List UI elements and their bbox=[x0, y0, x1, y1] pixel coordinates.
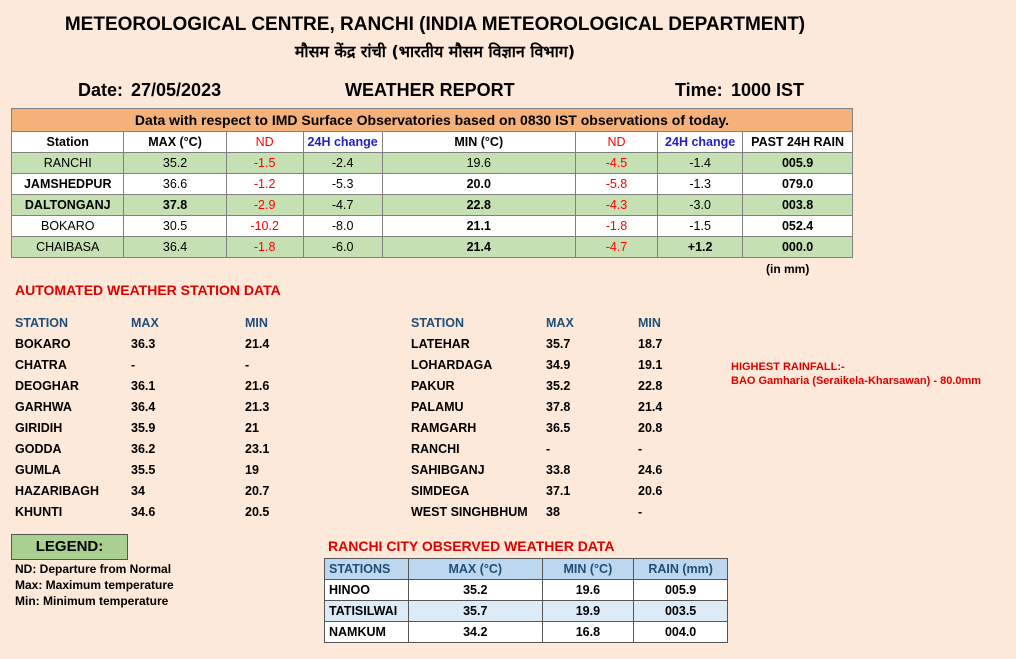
aws-max-cell: - bbox=[546, 442, 551, 456]
min-cell: 21.4 bbox=[382, 237, 575, 258]
aws-min-cell: - bbox=[638, 442, 643, 456]
aws-max-cell: 33.8 bbox=[546, 463, 571, 477]
table-row bbox=[12, 216, 853, 237]
station-cell: BOKARO bbox=[12, 216, 124, 237]
table-row bbox=[12, 153, 853, 174]
legend-nd: ND: Departure from Normal bbox=[15, 562, 172, 576]
col-rain: PAST 24H RAIN bbox=[743, 132, 853, 153]
rain-unit-note: (in mm) bbox=[766, 262, 810, 276]
city-max-cell: 35.7 bbox=[408, 601, 542, 622]
legend-max: Max: Maximum temperature bbox=[15, 578, 174, 592]
min-change-cell: -1.3 bbox=[658, 174, 743, 195]
aws-max-cell: 34 bbox=[131, 484, 145, 498]
col-city-rain: RAIN (mm) bbox=[634, 559, 728, 580]
rain-cell: 000.0 bbox=[743, 237, 853, 258]
highest-rainfall-text: BAO Gamharia (Seraikela-Kharsawan) - 80.0mm bbox=[731, 375, 982, 387]
aws-left-min-header: MIN bbox=[245, 316, 268, 330]
aws-min-cell: 24.6 bbox=[638, 463, 663, 477]
max-change-cell: -4.7 bbox=[303, 195, 382, 216]
aws-min-cell: 19 bbox=[245, 463, 259, 477]
aws-max-cell: 36.4 bbox=[131, 400, 156, 414]
legend-title: LEGEND: bbox=[11, 534, 128, 560]
aws-station-cell: GIRIDIH bbox=[15, 421, 63, 435]
aws-station-cell: GARHWA bbox=[15, 400, 72, 414]
aws-min-cell: 20.8 bbox=[638, 421, 663, 435]
city-title: RANCHI CITY OBSERVED WEATHER DATA bbox=[328, 538, 615, 554]
aws-min-cell: 21 bbox=[245, 421, 259, 435]
max-cell: 37.8 bbox=[124, 195, 226, 216]
min-nd-cell: -4.7 bbox=[575, 237, 657, 258]
city-rain-cell: 003.5 bbox=[634, 601, 728, 622]
aws-station-cell: DEOGHAR bbox=[15, 379, 79, 393]
city-rain-cell: 005.9 bbox=[634, 580, 728, 601]
aws-title: AUTOMATED WEATHER STATION DATA bbox=[15, 282, 281, 298]
aws-station-cell: KHUNTI bbox=[15, 505, 63, 519]
max-change-cell: -5.3 bbox=[303, 174, 382, 195]
centre-title: METEOROLOGICAL CENTRE, RANCHI (INDIA METEOROLOGICAL DEPARTMENT) bbox=[64, 14, 806, 35]
city-rain-cell: 004.0 bbox=[634, 622, 728, 643]
aws-station-cell: PAKUR bbox=[411, 379, 455, 393]
max-nd-cell: -1.2 bbox=[226, 174, 303, 195]
time-value: 1000 IST bbox=[731, 80, 805, 100]
aws-max-cell: 36.3 bbox=[131, 337, 156, 351]
col-city-min: MIN (°C) bbox=[542, 559, 634, 580]
aws-station-cell: SAHIBGANJ bbox=[411, 463, 485, 477]
aws-station-cell: SIMDEGA bbox=[411, 484, 470, 498]
col-max: MAX (°C) bbox=[124, 132, 226, 153]
col-min-nd: ND bbox=[575, 132, 657, 153]
min-nd-cell: -4.5 bbox=[575, 153, 657, 174]
legend-min: Min: Minimum temperature bbox=[15, 594, 169, 608]
city-min-cell: 16.8 bbox=[542, 622, 634, 643]
aws-station-cell: WEST SINGHBHUM bbox=[411, 505, 528, 519]
min-cell: 20.0 bbox=[382, 174, 575, 195]
min-nd-cell: -4.3 bbox=[575, 195, 657, 216]
aws-max-cell: 35.2 bbox=[546, 379, 571, 393]
col-station: Station bbox=[12, 132, 124, 153]
table-row bbox=[12, 174, 853, 195]
aws-max-cell: 35.5 bbox=[131, 463, 156, 477]
city-observed-table bbox=[324, 558, 728, 643]
max-nd-cell: -1.5 bbox=[226, 153, 303, 174]
rain-cell: 052.4 bbox=[743, 216, 853, 237]
min-change-cell: -3.0 bbox=[658, 195, 743, 216]
col-max-nd: ND bbox=[226, 132, 303, 153]
min-nd-cell: -1.8 bbox=[575, 216, 657, 237]
max-cell: 36.4 bbox=[124, 237, 226, 258]
aws-station-cell: CHATRA bbox=[15, 358, 67, 372]
table-row bbox=[325, 580, 728, 601]
date-label: Date: bbox=[78, 80, 124, 100]
aws-max-cell: 36.1 bbox=[131, 379, 156, 393]
aws-min-cell: 21.6 bbox=[245, 379, 270, 393]
max-cell: 36.6 bbox=[124, 174, 226, 195]
aws-station-cell: RANCHI bbox=[411, 442, 460, 456]
min-cell: 19.6 bbox=[382, 153, 575, 174]
aws-min-cell: 18.7 bbox=[638, 337, 663, 351]
aws-min-cell: 21.3 bbox=[245, 400, 270, 414]
centre-title-hindi: मौसम केंद्र रांची (भारतीय मौसम विज्ञान विभाग) bbox=[294, 42, 576, 61]
aws-min-cell: 23.1 bbox=[245, 442, 270, 456]
report-title: WEATHER REPORT bbox=[345, 80, 515, 100]
city-min-cell: 19.6 bbox=[542, 580, 634, 601]
surface-header-row bbox=[12, 132, 853, 153]
col-max-change: 24H change bbox=[303, 132, 382, 153]
max-change-cell: -2.4 bbox=[303, 153, 382, 174]
max-cell: 30.5 bbox=[124, 216, 226, 237]
aws-station-cell: LOHARDAGA bbox=[411, 358, 493, 372]
min-cell: 21.1 bbox=[382, 216, 575, 237]
max-cell: 35.2 bbox=[124, 153, 226, 174]
aws-max-cell: 37.8 bbox=[546, 400, 571, 414]
aws-max-cell: 35.9 bbox=[131, 421, 156, 435]
aws-min-cell: - bbox=[638, 505, 643, 519]
station-cell: RANCHI bbox=[12, 153, 124, 174]
aws-max-cell: 36.5 bbox=[546, 421, 571, 435]
aws-min-cell: 20.5 bbox=[245, 505, 270, 519]
table-row bbox=[12, 195, 853, 216]
surface-banner: Data with respect to IMD Surface Observatories based on 0830 IST observations of today. bbox=[12, 109, 853, 132]
min-change-cell: -1.5 bbox=[658, 216, 743, 237]
min-cell: 22.8 bbox=[382, 195, 575, 216]
aws-min-cell: 20.7 bbox=[245, 484, 270, 498]
col-stations: STATIONS bbox=[325, 559, 409, 580]
city-station-cell: TATISILWAI bbox=[325, 601, 409, 622]
city-max-cell: 34.2 bbox=[408, 622, 542, 643]
city-min-cell: 19.9 bbox=[542, 601, 634, 622]
time-label: Time: bbox=[675, 80, 723, 100]
aws-min-cell: 19.1 bbox=[638, 358, 663, 372]
city-station-cell: HINOO bbox=[325, 580, 409, 601]
aws-max-cell: 34.9 bbox=[546, 358, 571, 372]
city-max-cell: 35.2 bbox=[408, 580, 542, 601]
aws-min-cell: 21.4 bbox=[245, 337, 270, 351]
station-cell: DALTONGANJ bbox=[12, 195, 124, 216]
surface-observatory-table bbox=[11, 108, 853, 258]
highest-rainfall-label: HIGHEST RAINFALL:- bbox=[731, 361, 845, 373]
table-row bbox=[325, 622, 728, 643]
aws-right-min-header: MIN bbox=[638, 316, 661, 330]
aws-station-cell: BOKARO bbox=[15, 337, 71, 351]
max-nd-cell: -2.9 bbox=[226, 195, 303, 216]
rain-cell: 005.9 bbox=[743, 153, 853, 174]
aws-station-cell: RAMGARH bbox=[411, 421, 477, 435]
aws-left-station-header: STATION bbox=[15, 316, 69, 330]
min-change-cell: +1.2 bbox=[658, 237, 743, 258]
rain-cell: 079.0 bbox=[743, 174, 853, 195]
city-header-row bbox=[325, 559, 728, 580]
max-change-cell: -6.0 bbox=[303, 237, 382, 258]
surface-banner-row bbox=[12, 109, 853, 132]
city-station-cell: NAMKUM bbox=[325, 622, 409, 643]
aws-max-cell: 38 bbox=[546, 505, 560, 519]
aws-station-cell: HAZARIBAGH bbox=[15, 484, 100, 498]
max-change-cell: -8.0 bbox=[303, 216, 382, 237]
aws-min-cell: 20.6 bbox=[638, 484, 663, 498]
min-change-cell: -1.4 bbox=[658, 153, 743, 174]
aws-max-cell: - bbox=[131, 358, 136, 372]
aws-right-max-header: MAX bbox=[546, 316, 574, 330]
aws-max-cell: 35.7 bbox=[546, 337, 571, 351]
table-row bbox=[325, 601, 728, 622]
table-row bbox=[12, 237, 853, 258]
aws-max-cell: 34.6 bbox=[131, 505, 156, 519]
aws-min-cell: 22.8 bbox=[638, 379, 663, 393]
max-nd-cell: -1.8 bbox=[226, 237, 303, 258]
max-nd-cell: -10.2 bbox=[226, 216, 303, 237]
aws-min-cell: 21.4 bbox=[638, 400, 663, 414]
aws-max-cell: 37.1 bbox=[546, 484, 571, 498]
rain-cell: 003.8 bbox=[743, 195, 853, 216]
col-city-max: MAX (°C) bbox=[408, 559, 542, 580]
aws-left-max-header: MAX bbox=[131, 316, 159, 330]
aws-right-station-header: STATION bbox=[411, 316, 465, 330]
aws-station-cell: LATEHAR bbox=[411, 337, 470, 351]
col-min-change: 24H change bbox=[658, 132, 743, 153]
col-min: MIN (°C) bbox=[382, 132, 575, 153]
station-cell: CHAIBASA bbox=[12, 237, 124, 258]
aws-station-cell: GODDA bbox=[15, 442, 62, 456]
aws-max-cell: 36.2 bbox=[131, 442, 156, 456]
aws-station-cell: PALAMU bbox=[411, 400, 464, 414]
date-value: 27/05/2023 bbox=[131, 80, 222, 100]
station-cell: JAMSHEDPUR bbox=[12, 174, 124, 195]
min-nd-cell: -5.8 bbox=[575, 174, 657, 195]
aws-min-cell: - bbox=[245, 358, 250, 372]
aws-station-cell: GUMLA bbox=[15, 463, 61, 477]
